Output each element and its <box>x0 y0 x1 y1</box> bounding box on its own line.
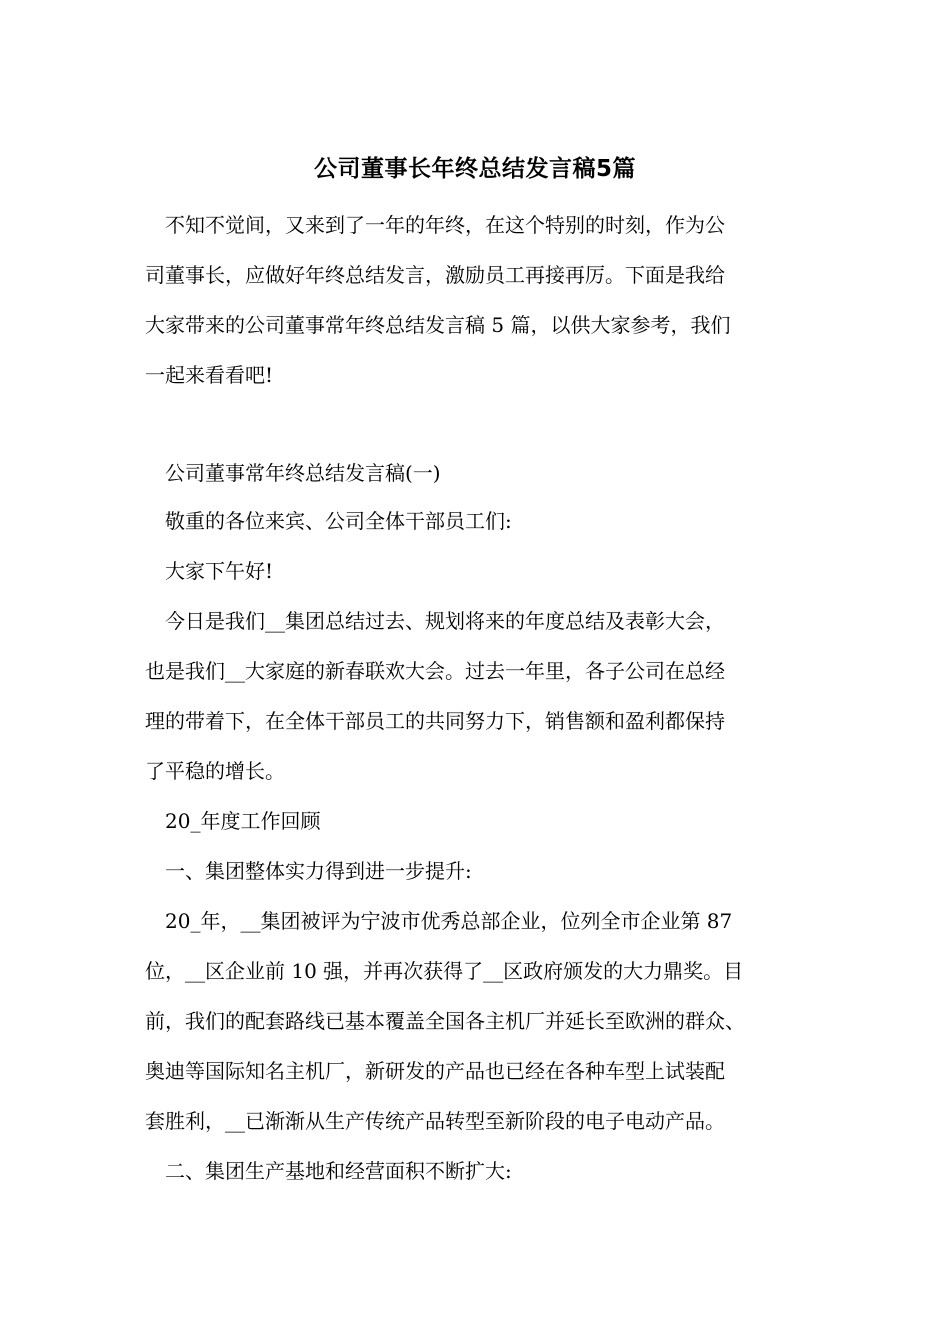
intro-line: 一起来看看吧! <box>145 363 274 387</box>
body-line: 理的带着下，在全体干部员工的共同努力下，销售额和盈利都保持 <box>145 709 725 733</box>
document-title: 公司董事长年终总结发言稿5篇 <box>313 156 636 182</box>
body-line: 也是我们__大家庭的新春联欢大会。过去一年里，各子公司在总经 <box>145 659 725 683</box>
point1-heading: 一、集团整体实力得到进一步提升: <box>165 859 472 883</box>
salutation: 敬重的各位来宾、公司全体干部员工们: <box>165 509 512 533</box>
point2-heading-block <box>145 1146 835 1196</box>
intro-paragraph <box>145 200 835 400</box>
greeting: 大家下午好! <box>165 559 274 583</box>
section-heading: 公司董事常年终总结发言稿(一) <box>165 461 441 485</box>
body-line: 套胜利，__已渐渐从生产传统产品转型至新阶段的电子电动产品。 <box>145 1109 725 1133</box>
point2-heading: 二、集团生产基地和经营面积不断扩大: <box>165 1159 512 1183</box>
review-heading: 20_年度工作回顾 <box>165 809 321 833</box>
intro-line: 司董事长，应做好年终总结发言，激励员工再接再厉。下面是我给 <box>145 263 725 287</box>
body-line: 奥迪等国际知名主机厂，新研发的产品也已经在各种车型上试装配 <box>145 1059 725 1083</box>
greeting-block <box>145 546 835 596</box>
body-line: 了平稳的增长。 <box>145 759 285 783</box>
salutation-block <box>145 496 835 546</box>
section-heading-block <box>145 448 835 498</box>
body-paragraph-2 <box>145 896 835 1146</box>
body-line: 前，我们的配套路线已基本覆盖全国各主机厂并延长至欧洲的群众、 <box>145 1009 745 1033</box>
intro-line: 大家带来的公司董事常年终总结发言稿 5 篇，以供大家参考，我们 <box>145 313 731 337</box>
body-line: 今日是我们__集团总结过去、规划将来的年度总结及表彰大会， <box>165 609 725 633</box>
review-heading-block <box>145 796 835 846</box>
body-paragraph-1 <box>145 596 835 796</box>
point1-heading-block <box>145 846 835 896</box>
body-line: 位，__区企业前 10 强，并再次获得了__区政府颁发的大力鼎奖。目 <box>145 959 744 983</box>
intro-line: 不知不觉间，又来到了一年的年终，在这个特别的时刻，作为公 <box>165 213 725 237</box>
body-line: 20_年，__集团被评为宁波市优秀总部企业，位列全市企业第 87 <box>165 909 733 933</box>
